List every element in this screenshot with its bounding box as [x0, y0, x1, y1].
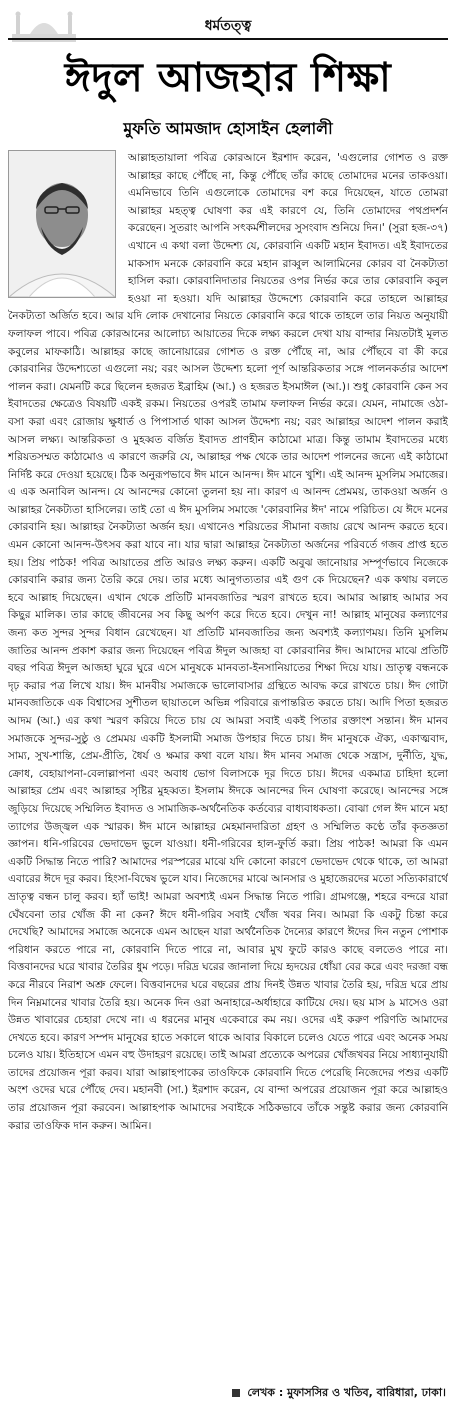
article-text: আল্লাহতায়ালা পবিত্র কোরআনে ইরশাদ করেন, 'এগুলোর গোশত ও রক্ত আল্লাহর কাছে পৌঁছে না, কিন্তু পৌঁছে তাঁর কাছে তোমাদের মনের তাকওয়া। এমনিভাবে তিনি এগুলোকে তোমাদের বশ করে দিয়েছেন, যাতে তোমরা আল্লাহর মহত্ত্ব ঘোষণা কর এই কারণে যে, তিনি তোমাদের পথপ্রদর্শন করেছেন। সুতরাং আপনি সৎকর্মশীলদের সুসংবাদ শুনিয়ে দিন।' (সুরা হজ-৩৭) এখানে এ কথা বলা উদ্দেশ্য যে, কোরবানি একটি মহান ইবাদত। এই ইবাদতের মাকসাদ মনকে কোরবানি করে মহান রাব্বুল আলামিনের কোরব বা নৈকট্যতা হাসিল করা। কোরবানিদাতার নিয়তের ওপর নির্ভর করে তার কোরবানি কবুল হওয়া না হওয়া। যদি আল্লাহর উদ্দেশ্যে কোরবানি করে তাহলে আল্লাহর নৈকট্যতা অর্জিত হবে। আর যদি লোক দেখানোর নিয়তে কোরবানি করে থাকে তাহলে তার নিয়ত অনুযায়ী ফলাফল পাবে। পবিত্র কোরআনের আলোচ্য আয়াতের দিকে লক্ষ্য করলে দেখা যায় বান্দার নিয়তটাই মূলত কবুলের মাফকাঠি। আল্লাহর কাছে জানোয়ারের গোশত ও রক্ত পৌঁছে না, আর পৌঁছবে বা কী করে কোরবানির উদ্দেশ্যতো এগুলো নয়; বরং আসল উদ্দেশ্য হলো পূর্ণ আন্তরিকতার সঙ্গে পালনকর্তার আদেশ পালন করা। যেমনটি করে ছিলেন হজরত ইব্রাহিম (আ.) ও হজরত ইসমাঈল (আ.)। শুধু কোরবানি কেন সব ইবাদতের ক্ষেত্রেও বিষয়টি একই রকম। নিয়তের ওপরই তামাম ফলাফল নির্ভর করে। যেমন, নামাজে ওঠা-বসা করা এবং রোজায় ক্ষুধার্ত ও পিপাসার্ত থাকা আসল উদ্দেশ্য নয়; বরং আল্লাহর আদেশ পালন করাই আসল লক্ষ্য। আন্তরিকতা ও মুহব্বত বর্জিত ইবাদত প্রাণহীন কাঠামো মাত্র। কিন্তু তামাম ইবাদতের মধ্যে শরিয়তসম্মত কাঠামোও এ কারণে জরুরি যে, আল্লাহর পক্ষ থেকে তার আদেশ পালনের জন্যে এই কাঠামো নির্দিষ্ট করে দেওয়া হয়েছে। ঠিক অনুরূপভাবে ঈদ মানে আনন্দ। ঈদ মানে খুশি। এই আনন্দ মুসলিম সমাজের। এ এক অনাবিল আনন্দ। যে আনন্দের কোনো তুলনা হয় না। কারণ এ আনন্দ প্রেমময়, তাকওয়া অর্জন ও আল্লাহর নৈকট্যতা হাসিলের। তাই তো এ ঈদ মুসলিম সমাজে 'কোরবানির ঈদ' নামে পরিচিত। যে ঈদে মনের কোরবানি হয়। আল্লাহর নৈকট্যতা অর্জন হয়। এখানেও শরিয়তের সীমানা বজায় রেখে আনন্দ করতে হবে। এমন কোনো আনন্দ-উৎসব করা যাবে না। যার দ্বারা আল্লাহর নৈকট্যতা অর্জনের পরিবর্তে গজব প্রাপ্ত হতে হয়। প্রিয় পাঠক! পবিত্র আয়াতের প্রতি আরও লক্ষ্য করুন। একটি অবুঝ জানোয়ার সম্পূর্ণভাবে নিজেকে কোরবানি করার জন্য তৈরি করে দেয়। তার মধ্যে আনুগত্যতার এই গুণ কে দিয়েছেন? এক কথায় বলতে হবে আল্লাহ দিয়েছেন। এখান থেকে প্রতিটি মানবজাতির স্মরণ রাখতে হবে। আমার আল্লাহ আমার সব কিছুর মালিক। তার কাছে জীবনের সব কিছু অর্পণ করে দিতে হবে। দেখুন না! আল্লাহ মানুষের কল্যাণের জন্য কত সুন্দর সুন্দর বিধান রেখেছেন। যা প্রতিটি মানবজাতির জন্য অবশ্যই কল্যাণময়। তিনি মুসলিম জাতির আনন্দ প্রকাশ করার জন্য দিয়েছেন পবিত্র ঈদুল আজহা বা কোরবানির ঈদ। আমাদের মাঝে প্রতিটি বছর পবিত্র ঈদুল আজহা ঘুরে ঘুরে এসে মানুষকে মানবতা-ইনসানিয়াতের শিক্ষা দিয়ে যায়। ভ্রাতৃত্ব বন্ধনকে দৃঢ় করার পত্র লিখে যায়। ঈদ মানবীয় সমাজকে ভালোবাসার গ্রন্থিতে আবদ্ধ করে রাখতে চায়। ঈদ গোটা মানবজাতিকে এক বিশ্বাসের সুশীতল ছায়াতলে অভিন্ন পরিবারে রূপান্তরিত করতে চায়। আদি পিতা হজরত আদম (আ.) এর কথা স্মরণ করিয়ে দিতে চায় যে আমরা সবাই একই পিতার রক্তাংশ সন্তান। ঈদ মানব সমাজকে সুন্দর-সুষ্ঠু ও প্রেমময় একটি ইসলামী সমাজ উপহার দিতে চায়। ঈদ মানুষকে ঐক্য, একাত্মবাদ, সাম্য, সুখ-শান্তি, প্রেম-প্রীতি, ধৈর্য ও ক্ষমার কথা বলে যায়। ঈদ মানব সমাজ থেকে সন্ত্রাস, দুর্নীতি, যুদ্ধ, ক্রোধ, বেহায়াপনা-বেলাল্লাপনা এবং অবাধ ভোগ বিলাসকে দূর দিতে চায়। ঈদের একমাত্র চাহিদা হলো আল্লাহর প্রেম এবং আল্লাহর সৃষ্টির মুহব্বত। ইসলাম ঈদকে আনন্দের দিন ঘোষণা করেছে। আনন্দের সঙ্গে জুড়িয়ে দিয়েছে সম্মিলিত ইবাদত ও সামাজিক-অর্থনৈতিক কর্তব্যের বাধ্যবাধকতা। বোঝা গেল ঈদ মানে মহা ত্যাগের উজ্জ্বল এক স্মারক। ঈদ মানে আল্লাহর মেহমানদারিতা গ্রহণ ও সম্মিলিত কণ্ঠে তাঁর কৃতজ্ঞতা জ্ঞাপন। ধনি-গরিবের ভেদাভেদ ভুলে যাওয়া। ধনী-গরিবের হাল-ফুর্তি করা। প্রিয় পাঠক! আমরা কি এমন একটি সিদ্ধান্ত নিতে পারি? আমাদের পরস্পরের মাঝে যদি কোনো কারণে ভেদাভেদ থেকে থাকে, তা আমরা এবারের ঈদে দূর করব। হিংসা-বিদ্বেষ ভুলে যাব। নিজেদের মাঝে আনসার ও মুহাজেরদের মতো সত্যিকারার্থে ভ্রাতৃত্ব বন্ধন চালু করব। হ্যাঁ ভাই! আমরা অবশ্যই এমন সিদ্ধান্ত নিতে পারি। গ্রামগঞ্জে, শহরে বন্দরে যারা ঘেঁষবেনা তার খোঁজ কী না কেন? ঈদে ধনী-গরিব সবাই খোঁজ খবর নিব। আমরা কি একটু চিন্তা করে দেখেছি? আমাদের সমাজে অনেকে এমন আছেন যারা অর্থনৈতিক দৈন্যের কারণে ঈদের দিন নতুন পোশাক পরিধান করতে পারে না, কোরবানি দিতে পারে না, আবার মুখ ফুটে কারও কাছে বলতেও পারে না। বিত্তবানদের ঘরে খাবার তৈরির ধুম পড়ে। দরিদ্র ঘরের জানালা দিয়ে হৃদয়ের ধোঁয়া বের করে এবং দরজা বন্ধ করে নীরবে নিরাশ অশ্রু ফেলে। বিত্তবানদের ঘরে বছরের প্রায় দিনই উন্নত খাবার তৈরি হয়, দরিদ্র ঘরে প্রায় দিন নিম্নমানের খাবার তৈরি হয়। অনেক দিন ওরা অনাহারে-অর্ধাহারে কাটিয়ে দেয়। ছয় মাস ৯ মাসেও ওরা উন্নত খাবারের চেহারা দেখে না। এ ধরনের মানুষ একেবারে কম নয়। ওদের এই করুণ পরিণতি আমাদের দেখতে হবে। কারণ সম্পদ মানুষের হাতে সকালে থাকে আবার বিকালে চলেও যেতে পারে এবং অনেক সময় চলেও যায়। ইতিহাসে এমন বহু উদাহরণ রয়েছে। তাই আমরা প্রত্যেকে অপরের খোঁজখবর নিয়ে সাধ্যানুযায়ী তাদের প্রয়োজন পূরা করব। যারা আল্লাহপাকের তাওফিকে কোরবানি দিতে পেরেছি নিজেদের পশুর একটি অংশ ওদের ঘরে পৌঁছে দেব। মহানবী (সা.) ইরশাদ করেন, যে বান্দা অপরের প্রয়োজন পূরা করে আল্লাহও তার প্রয়োজন পূরা করবেন। আল্লাহপাক আমাদের সবাইকে সঠিকভাবে তাঁকে সন্তুষ্ট করার জন্য কোরবানি করার তাওফিক দান করুন। আমিন।: [8, 152, 448, 1132]
header-rule: [8, 38, 448, 40]
author-portrait: [8, 150, 116, 298]
author-credit-text: মুফাসসির ও খতিব, বারিধারা, ঢাকা।: [287, 1386, 446, 1399]
author-credit: [232, 1384, 446, 1403]
section-label: ধর্মতত্ত্ব: [204, 18, 252, 34]
headline: ঈদুল আজহার শিক্ষা: [64, 55, 392, 101]
author-credit-label: লেখক :: [247, 1386, 284, 1399]
article-body: [8, 150, 448, 1370]
byline: মুফতি আমজাদ হোসাইন হেলালী: [123, 119, 333, 138]
author-portrait-image: [9, 151, 115, 297]
square-bullet-icon: [232, 1389, 240, 1397]
